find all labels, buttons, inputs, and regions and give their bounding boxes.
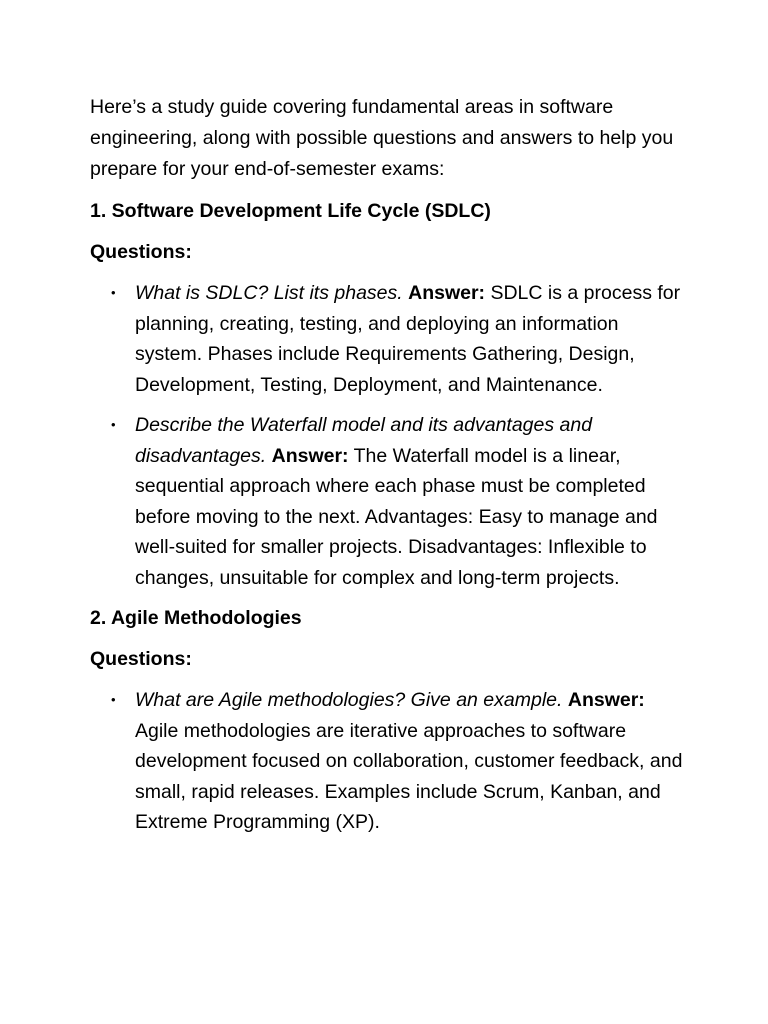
section-heading: 1. Software Development Life Cycle (SDLC) xyxy=(90,200,491,222)
question-list xyxy=(90,278,690,593)
answer-text: The Waterfall model is a linear, sequential approach where each phase must be completed before moving to the next. Advantages: Easy to manage and well-suited for smaller projects. Disadvantages: Inflexible to changes, unsuitable for complex and long-term projects. xyxy=(135,444,658,589)
answer-text: Agile methodologies are iterative approaches to software development focused on collaboration, customer feedback, and small, rapid releases. Examples include Scrum, Kanban, and Extreme Programming (XP). xyxy=(135,719,683,833)
question-text: Describe the Waterfall model and its advantages and disadvantages. xyxy=(135,414,593,467)
question-text: What are Agile methodologies? Give an example. xyxy=(135,689,563,711)
section-sdlc xyxy=(90,196,690,593)
questions-label: Questions: xyxy=(90,241,192,263)
bullet-icon: • xyxy=(111,692,116,707)
answer-text: SDLC is a process for planning, creating, testing, and deploying an information system. Phases include Requirements Gathering, Design, Development, Testing, Deployment, and Maintenance. xyxy=(135,282,681,396)
document-page xyxy=(90,92,690,848)
bullet-icon: • xyxy=(111,285,116,300)
section-heading: 2. Agile Methodologies xyxy=(90,607,302,629)
question-text: What is SDLC? List its phases. xyxy=(135,282,403,304)
questions-label: Questions: xyxy=(90,648,192,670)
question-list xyxy=(90,685,690,838)
answer-label: Answer: xyxy=(408,282,486,304)
answer-label: Answer: xyxy=(271,444,349,467)
intro-paragraph: Here’s a study guide covering fundamental areas in software engineering, along with possible questions and answers to help you prepare for your end-of-semester exams: xyxy=(90,96,674,180)
question-item xyxy=(90,278,690,400)
section-agile xyxy=(90,603,690,838)
question-item xyxy=(90,685,690,838)
question-item xyxy=(90,410,690,593)
bullet-icon: • xyxy=(111,417,116,432)
answer-label: Answer: xyxy=(567,689,645,711)
